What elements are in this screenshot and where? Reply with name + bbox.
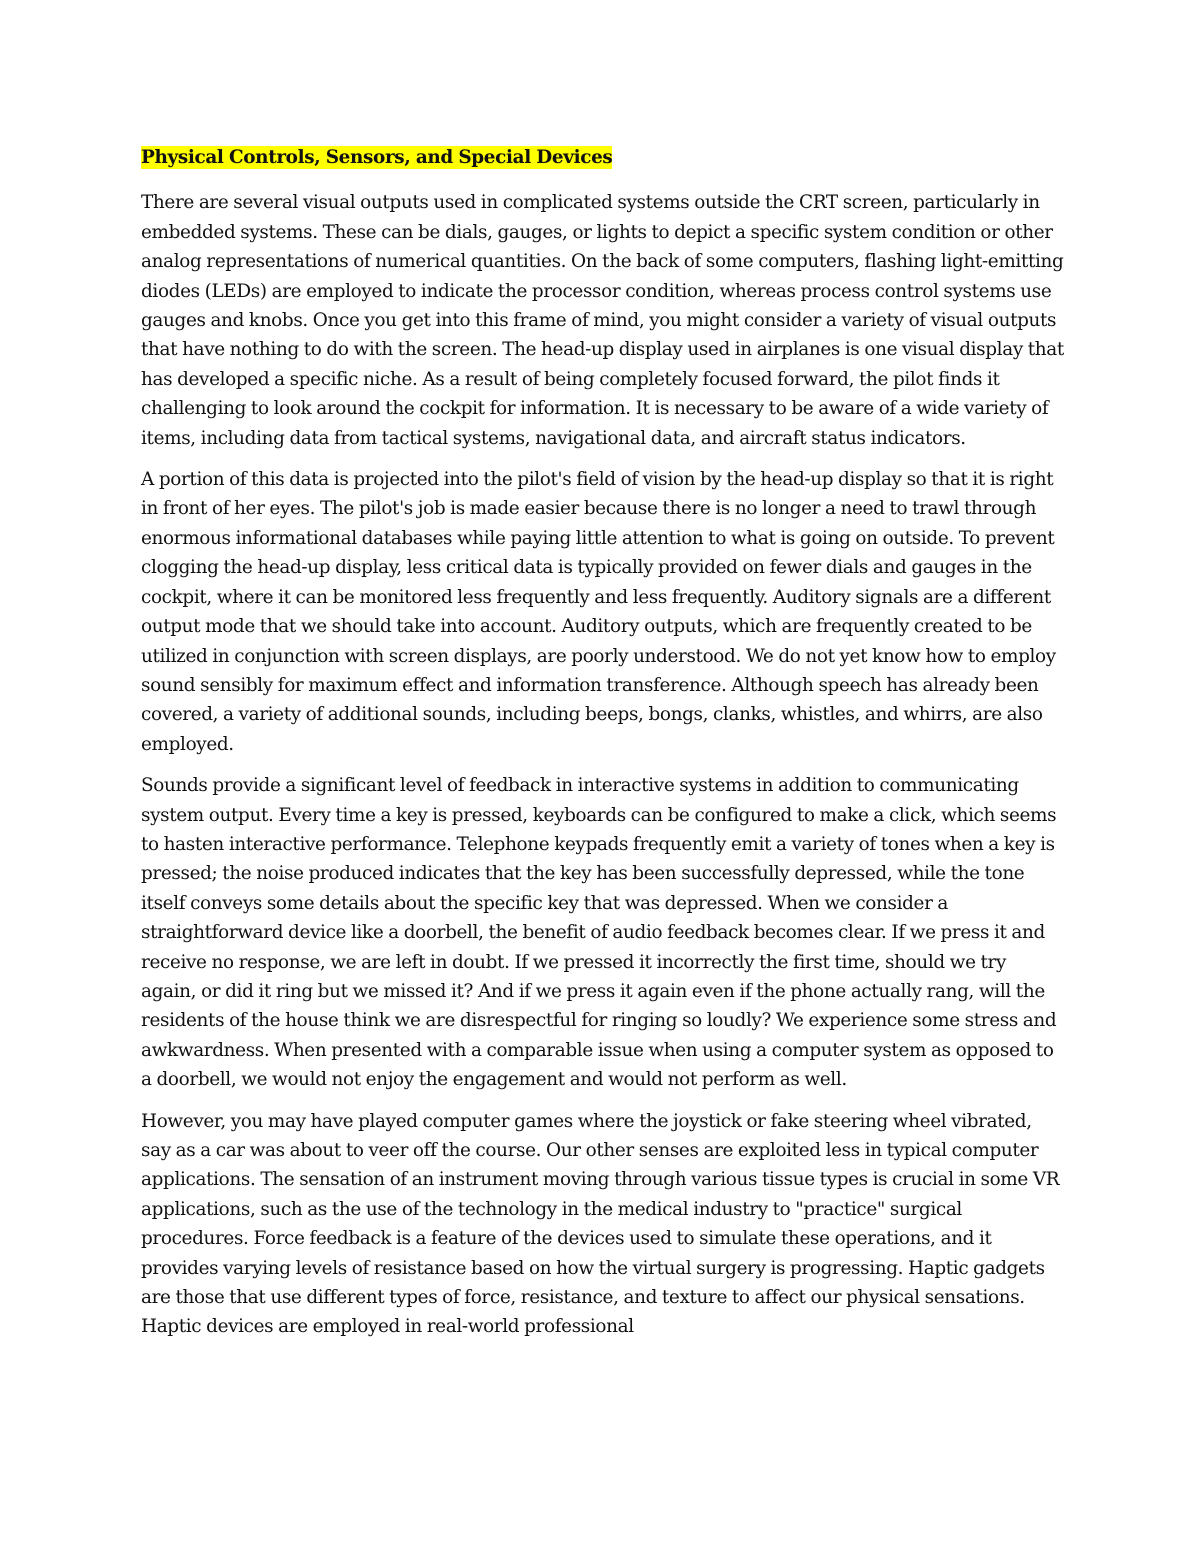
- paragraph-visual-outputs: There are several visual outputs used in complicated systems outside the CRT screen, particularly in embedded systems. These can be dials, gauges, or lights to depict a specific system condition or other analog representations of numerical quantities. On the back of some computers, flashing light-emitting diodes (LEDs) are employed to indicate the processor condition, whereas process control systems use gauges and knobs. Once you get into this frame of mind, you might consider a variety of visual outputs that have nothing to do with the screen. The head-up display used in airplanes is one visual display that has developed a specific niche. As a result of being completely focused forward, the pilot finds it challenging to look around the cockpit for information. It is necessary to be aware of a wide variety of items, including data from tactical systems, navigational data, and aircraft status indicators.: [141, 192, 1064, 449]
- paragraph-audio-feedback: Sounds provide a significant level of feedback in interactive systems in addition to communicating system output. Every time a key is pressed, keyboards can be configured to make a click, which seems to hasten interactive performance. Telephone keypads frequently emit a variety of tones when a key is pressed; the noise produced indicates that the key has been successfully depressed, while the tone itself conveys some details about the specific key that was depressed. When we consider a straightforward device like a doorbell, the benefit of audio feedback becomes clear. If we press it and receive no response, we are left in doubt. If we pressed it incorrectly the first time, should we try again, or did it ring but we missed it? And if we press it again even if the phone actually rang, will the residents of the house think we are disrespectful for ringing so loudly? We experience some stress and awkwardness. When presented with a comparable issue when using a computer system as opposed to a doorbell, we would not enjoy the engagement and would not perform as well.: [141, 775, 1057, 1091]
- highlighted-heading-text: Physical Controls, Sensors, and Special Devices: [141, 147, 613, 168]
- document-page: [141, 143, 1066, 1354]
- section-heading: [141, 143, 1066, 172]
- paragraph-head-up-display: A portion of this data is projected into the pilot's field of vision by the head-up display so that it is right in front of her eyes. The pilot's job is made easier because there is no longer a need to trawl through enormous informational databases while paying little attention to what is going on outside. To prevent clogging the head-up display, less critical data is typically provided on fewer dials and gauges in the cockpit, where it can be monitored less frequently and less frequently. Auditory signals are a different output mode that we should take into account. Auditory outputs, which are frequently created to be utilized in conjunction with screen displays, are poorly understood. We do not yet know how to employ sound sensibly for maximum effect and information transference. Although speech has already been covered, a variety of additional sounds, including beeps, bongs, clanks, whistles, and whirrs, are also employed.: [141, 469, 1056, 755]
- paragraph-haptic-devices: However, you may have played computer games where the joystick or fake steering wheel vibrated, say as a car was about to veer off the course. Our other senses are exploited less in typical computer applications. The sensation of an instrument moving through various tissue types is crucial in some VR applications, such as the use of the technology in the medical industry to "practice" surgical procedures. Force feedback is a feature of the devices used to simulate these operations, and it provides varying levels of resistance based on how the virtual surgery is progressing. Haptic gadgets are those that use different types of force, resistance, and texture to affect our physical sensations. Haptic devices are employed in real-world professional: [141, 1110, 1060, 1338]
